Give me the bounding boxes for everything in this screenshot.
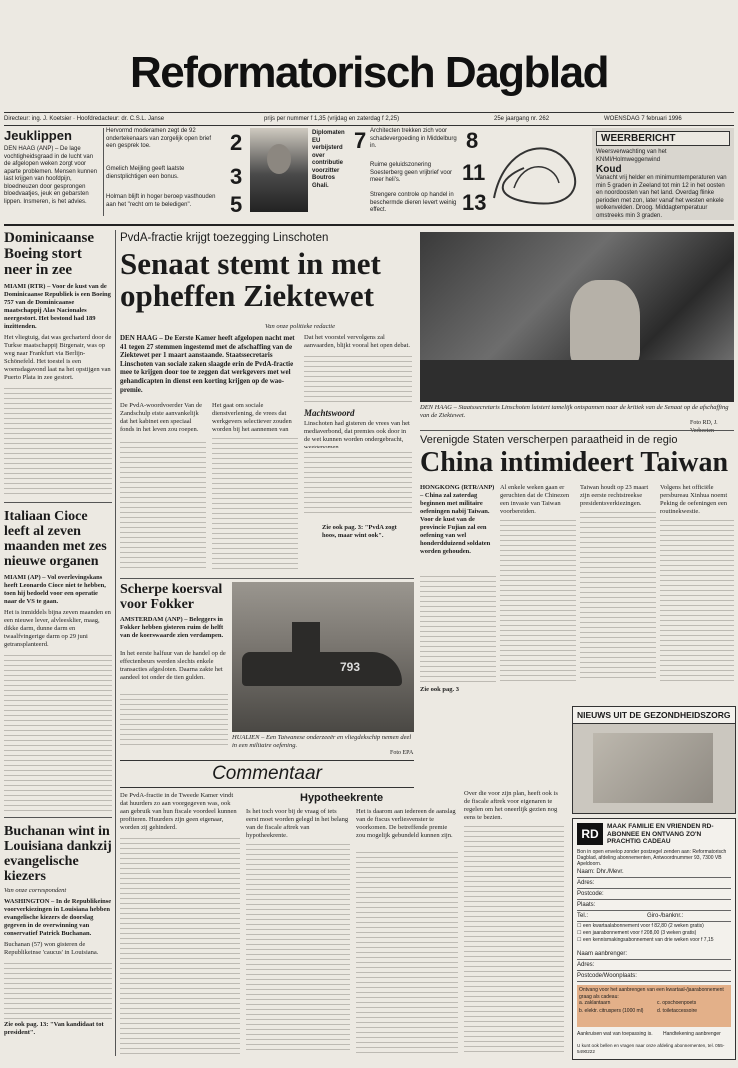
weather-sub: Weersverwachting van het KNMI/Holmweggenwind — [596, 149, 667, 163]
teaser-column — [106, 128, 246, 220]
health-ad[interactable] — [572, 706, 736, 814]
submarine-caption: HUALIEN – Een Taiwanese onderzeeër en vliegdekschip nemen deel in een militaire oefening. — [232, 734, 412, 749]
china-headline[interactable]: China intimideert Taiwan — [420, 447, 729, 478]
teaser-1[interactable]: Hervormd moderamen zegt de 92 ondertekenaars van zorgelijk open brief een gesprek toe. — [106, 128, 212, 149]
teaser-5-page: 11 — [462, 160, 486, 185]
referrer-address-field[interactable]: Adres: — [577, 960, 731, 971]
giro-label: Giro-/banknr.: — [647, 913, 684, 919]
rd-logo: RD — [577, 823, 603, 845]
fokker-lead: AMSTERDAM (ANP) – Beleggers in Fokker hebben gisteren ruim de helft van de koerswaarde zien verdampen. — [120, 616, 224, 639]
coupon-signature: Handtekening aanbrenger — [663, 1031, 721, 1037]
commentaar-col2: Is het toch voor bij de vraag of iets eerst moet worden gelegd in het belang van de fiscale aftrek van hypotheekrente. — [246, 808, 349, 839]
option-year[interactable]: ☐ een jaarabonnement voor f 208,00 (3 weken gratis) — [577, 930, 697, 936]
commentaar-col3: Het is daarom aan iedereen de aanslag van de fiscus verliesvenster te voorkomen. De betreffende premie zou mogelijk gebundeld kunnen zijn. — [356, 808, 456, 839]
commentaar-banner-box — [120, 760, 414, 788]
teaser-1-page: 2 — [230, 130, 243, 155]
teaser-5[interactable]: Ruime geluidszonering Soesterberg geen vrijbrief voor meer heli's. — [370, 162, 453, 183]
linschoten-caption: DEN HAAG – Staatssecretaris Linschoten luistert tamelijk ontspannen naar de kritiek van de Senaat op de afschaffing van de Ziektewet. — [420, 404, 729, 419]
gift-d[interactable]: d. toiletaccessoire — [657, 1008, 698, 1014]
postcode-field[interactable]: Postcode: — [577, 889, 731, 900]
commentaar-title: Hypotheekrente — [300, 792, 384, 804]
italiaan-title: Italiaan Cioce leeft al zeven maanden met zes nieuwe organen — [4, 509, 107, 569]
left-column — [4, 230, 112, 1056]
main-headline[interactable]: Senaat stemt in met opheffen Ziektewet — [120, 246, 381, 313]
main-ref[interactable]: Zie ook pag. 3: "PvdA zogt hoos, maar wint ook". — [322, 524, 397, 539]
masthead-title: Reformatorisch Dagblad — [130, 48, 608, 97]
option-trial[interactable]: ☐ een kennismakingsabonnement van drie weken voor f 7,15 — [577, 937, 714, 943]
teaser-2-page: 3 — [230, 164, 243, 189]
buchanan-body: Buchanan (57) won gisteren de Republikeinse 'caucus' in Louisiana. — [4, 941, 99, 956]
buchanan-ref[interactable]: Zie ook pag. 13: "Van kandidaat tot president". — [4, 1021, 104, 1036]
teaser-4-page: 8 — [466, 128, 479, 153]
fokker-body: In het eerste halfuur van de handel op de effectenbeurs werden slechts enkele transacties afgesloten. Daarna zakte het aandeel tot onder de tien gulden. — [120, 650, 226, 681]
china-lead: HONGKONG (RTR/ANP) – China zal zaterdag beginnen met militaire oefeningen nabij Taiwan. Voor de kust van de provincie Fujian zal een oefening van wel honderdduizend soldaten worden gehouden. — [420, 484, 495, 555]
china-ref[interactable]: Zie ook pag. 3 — [420, 686, 460, 693]
gift-box — [577, 985, 731, 1027]
health-ad-header: NIEUWS UIT DE GEZONDHEIDSZORG — [573, 707, 735, 724]
china-col4: Volgens het officiële persbureau Xinhua noemt Peking de oefeningen een routinekwestie. — [660, 484, 728, 515]
buchanan-title: Buchanan wint in Louisiana dankzij evangelische kiezers — [4, 824, 112, 884]
main-lead: DEN HAAG – De Eerste Kamer heeft afgelopen nacht met 41 tegen 27 stemmen ingestemd met de afschaffing van de Ziektewet per 1 maart aanstaande. Staatssecretaris Linschoten van sociale zaken slaagde erin de PvdA-fractie mee te krijgen door toe te zeggen dat werkgevers met wel gehandicapten in dienst een korting krijgen op de wao-premie. — [120, 334, 295, 394]
teaser-4[interactable]: Architecten trekken zich voor schadevergoeding in Middelburg in. — [370, 128, 457, 149]
rd-scribble-icon — [484, 128, 588, 222]
main-col4b: Linschoten had gisteren de vrees van het mediaverbond, dat premies ook door in de wet kunnen worden ondergebracht, — [304, 420, 410, 443]
jeuklippen-box — [4, 128, 100, 220]
main-kicker: PvdA-fractie krijgt toezegging Linschoten — [120, 232, 329, 244]
weather-title: Koud — [596, 164, 622, 175]
buchanan-byline: Van onze correspondent — [4, 887, 67, 894]
referrer-city-field[interactable]: Postcode/Woonplaats: — [577, 971, 731, 982]
china-col3: Taiwan houdt op 23 maart zijn eerste rechtstreekse presidentsverkiezingen. — [580, 484, 649, 507]
main-col4: Dat het voorstel vervolgens zal aanvaarden, blijkt vooral het open debat. — [304, 334, 410, 349]
commentaar-col4: Over die voor zijn plan, heeft ook is de fiscale aftrek voor eigenaren te regelen om het oneerlijk gezien nog eens te bezien. — [464, 790, 558, 821]
coupon-note: Aankruisen wat van toepassing is. — [577, 1031, 653, 1037]
address-field[interactable]: Adres: — [577, 878, 731, 889]
dominicaanse-body: Het vliegtuig, dat was gecharterd door de Turkse maatschappij Birgenair, was op weg naar Frankfurt via Berlijn-Schönefeld. Het toestel is een woensdagavond laat na het opstijgen van Puerto Plata in zee gestort. — [4, 334, 112, 381]
meta-price: prijs per nummer f 1,35 (vrijdag en zaterdag f 2,25) — [264, 116, 400, 122]
coupon-title: MAAK FAMILIE EN VRIENDEN RD-ABONNEE EN ONTVANG ZO'N PRACHTIG CADEAU — [607, 823, 714, 845]
subscription-coupon — [572, 818, 736, 1060]
name-field[interactable]: Naam: Dhr./Mevr. — [577, 867, 731, 878]
option-quarter[interactable]: ☐ een kwartaalabonnement voor f 82,80 (2 weken gratis) — [577, 923, 704, 929]
boutros-ghali-photo — [250, 128, 308, 212]
coupon-footer: U kunt ook bellen en vragen naar onze afdeling abonnementen, tel. 055-5490222 — [577, 1043, 725, 1054]
jeuklippen-text: DEN HAAG (ANP) – De lage vochtigheidsgraad in de lucht van de afgelopen weken zorgt voor aparte problemen. Mensen kunnen last krijgen van hoofdpijn, bloedneuzen door gesprongen bloedvaatjes, jeuk en gebarsten lippen. Insmeren, is het advies. — [4, 146, 98, 205]
referrer-name-field[interactable]: Naam aanbrenger: — [577, 949, 731, 960]
commentaar-col1: De PvdA-fractie in de Tweede Kamer vindt dat huurders zo aan voorgegeven was, ook aan gebruik van hun fiscale voordeel kunnen profiteren. Huurders zijn geen eigenaar, worden zij gehinderd. — [120, 792, 237, 831]
jeuklippen-title: Jeuklippen — [4, 128, 72, 143]
weather-text: Vanacht vrij helder en minimumtemperaturen van min 5 graden in Zeeland tot min 12 in het oosten en noordoosten van het land. Overdag flinke perioden met zon, later vanaf het westen enkele wolkenvelden. Droog. Middagtemperatuur omstreeks min 3 graden. — [596, 175, 727, 219]
diplomat-teaser[interactable]: Diplomaten EU verbijsterd over contributie voorzitter Boutros Ghali. — [312, 130, 345, 189]
ship-number: 793 — [340, 660, 361, 674]
phone-field[interactable] — [577, 911, 731, 922]
main-byline: Van onze politieke redactie — [265, 323, 335, 330]
china-kicker: Verenigde Staten verscherpen paraatheid in de regio — [420, 434, 678, 446]
meta-directors: Directeur: ing. J. Koetsier · Hoofdredacteur: dr. C.S.L. Janse — [4, 116, 165, 122]
main-col2: De PvdA-woordvoerder Van de Zandschulp eiste aanvankelijk dat het kabinet een speciaal fonds in het leven zou roepen. — [120, 402, 203, 433]
buchanan-lead: WASHINGTON – In de Republikeinse voorverkiezingen in Louisiana hebben evangelische kiezers de doorslag gegeven in de overwinning van conservatief Patrick Buchanan. — [4, 898, 112, 937]
teaser-column-2 — [370, 128, 487, 220]
main-col3: Het gaat om sociale dienstverlening, de vrees dat werkgevers selectiever zouden worden bij het aannemen van — [212, 402, 292, 433]
dominicaanse-title: Dominicaanse Boeing stort neer in zee — [4, 230, 94, 278]
gift-b[interactable]: b. elektr. citruspers (1000 ml) — [579, 1008, 644, 1014]
linschoten-credit: Foto RD, J. — [690, 420, 718, 426]
option-list — [577, 923, 731, 944]
weather-header: WEERBERICHT — [596, 131, 730, 146]
teaser-3[interactable]: Holman blijft in hoger beroep vasthouden aan het "recht om te beledigen". — [106, 194, 216, 208]
submarine-credit: Foto EPA — [390, 750, 414, 756]
teaser-2[interactable]: Gmelich Meijling geeft laatste dienstplichtigen een bonus. — [106, 166, 185, 180]
fokker-title: Scherpe koersval voor Fokker — [120, 582, 223, 612]
main-subhead: Machtswoord — [304, 408, 355, 418]
italiaan-body: Het is inmiddels bijna zeven maanden en een nieuwe lever, alvleesklier, maag, dikke darm, dunne darm en twaalfvingerige darm op 29 juni getransplanteerd. — [4, 609, 111, 648]
meta-bar — [4, 112, 734, 126]
italiaan-lead: MIAMI (AP) – Vol overlevingskans heeft Leonardo Cioce niet te hebben, toen hij bedoeld voor een operatie naar de VS te gaan. — [4, 574, 106, 605]
gift-intro: Ontvang voor het aanbrengen van een kwartaal-/jaarabonnement graag als cadeau: — [579, 987, 724, 1000]
meta-jaargang: 25e jaargang nr. 262 — [494, 116, 550, 122]
coupon-intro: Bon in open envelop zonder postzegel zenden aan: Reformatorisch Dagblad, afdeling abonnementen, Antwoordnummer 93, 7300 VB Apeldoorn. — [577, 849, 727, 867]
commentaar-banner: Commentaar — [212, 763, 322, 784]
city-field[interactable]: Plaats: — [577, 900, 731, 911]
teaser-6-page: 13 — [462, 190, 487, 215]
teaser-3-page: 5 — [230, 192, 243, 217]
gift-a[interactable]: a. zaklantaarn — [579, 1000, 611, 1006]
diplomat-page: 7 — [354, 128, 367, 153]
submarine-photo — [232, 582, 414, 732]
linschoten-photo — [420, 232, 734, 402]
gift-c[interactable]: c. opschoenpoets — [657, 1000, 697, 1006]
phone-label: Tel.: — [577, 913, 589, 919]
dominicaanse-lead: MIAMI (RTR) – Voor de kust van de Dominicaanse Republiek is een Boeing 757 van de Dominicaanse maatschappij Alas Nacionales neergestort. Het bestond had 189 inzittenden. — [4, 283, 111, 330]
teaser-6[interactable]: Strengere controle op handel in beschermde dieren levert weinig effect. — [370, 192, 457, 213]
china-col2: Al enkele weken gaan er geruchten dat de Chinezen een invasie van Taiwan voorbereiden. — [500, 484, 570, 515]
weather-box — [592, 128, 734, 220]
meta-date: WOENSDAG 7 februari 1996 — [604, 116, 682, 122]
